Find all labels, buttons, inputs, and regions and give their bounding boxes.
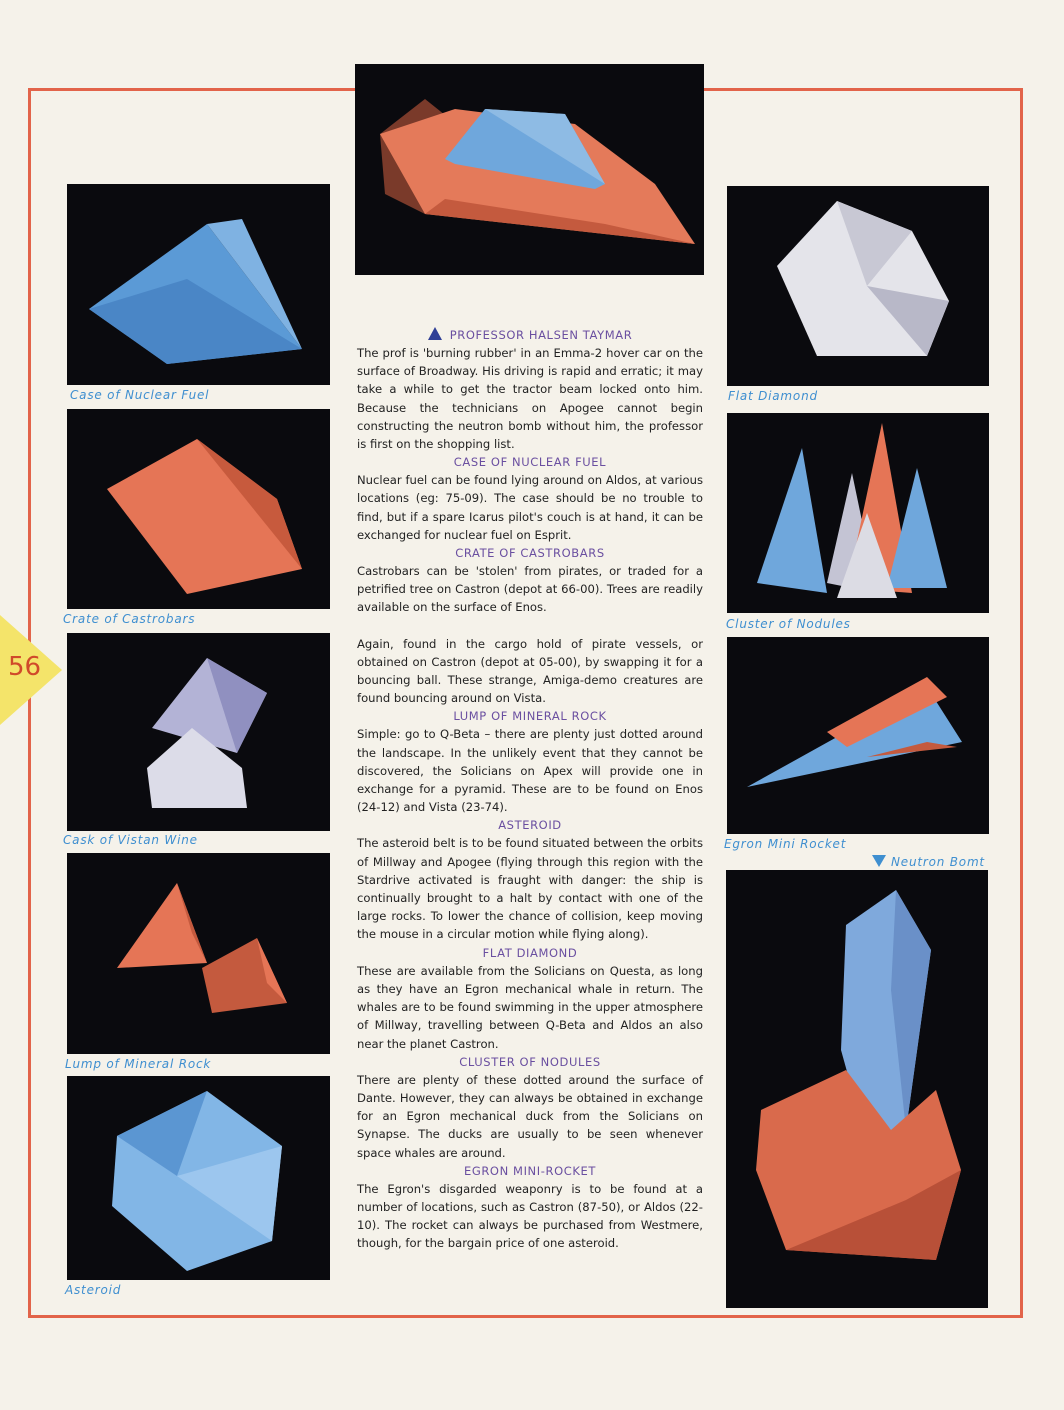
caption-cluster-nodules: Cluster of Nodules (726, 617, 851, 631)
heading-professor-halsen-taymar (357, 326, 703, 344)
neutron-bomb-caption-group (872, 853, 985, 871)
vistan-wine-image (67, 633, 330, 831)
heading-egron-mini-rocket: EGRON MINI-ROCKET (463, 1163, 597, 1178)
heading-crate-castrobars: CRATE OF CASTROBARS (455, 546, 605, 561)
paragraph-mineral-rock: Simple: go to Q-Beta – there are plenty just dotted around the landscape. In the unlikely event that they cannot be discovered, the Solicians on Apex will provide one in exchange for a pyramid. These are to be found on Enos (24-12) and Vista (23-74). (357, 727, 703, 815)
paragraph-castrobars: Castrobars can be 'stolen' from pirates, or traded for a petrified tree on Castron (depot at 66-00). Trees are readily available on the surface of Enos. (357, 564, 703, 615)
flat-diamond-image (727, 186, 989, 386)
paragraph-cluster-nodules: There are plenty of these dotted around the surface of Dante. However, they can always be obtained in exchange for an Egron mechanical duck from the Solicians on Synapse. The ducks are usually to be seen whenever space whales are around. (357, 1072, 703, 1160)
hover-car-image (355, 64, 704, 275)
article-body (357, 326, 703, 1253)
paragraph-egron-mini-rocket: The Egron's disgarded weaponry is to be found at a number of locations, such as Castron (87-50), or Aldos (22-10). The rocket can always be purchased from Westmere, though, for the bargain price of one asteroid. (357, 1181, 703, 1251)
castrobars-image (67, 409, 330, 609)
paragraph-professor: The prof is 'burning rubber' in an Emma-2 hover car on the surface of Broadway. His driving is rapid and erratic; it may take a while to get the tractor beam locked onto him. Because the technicians on Apogee cannot begin constructing the neutron bomb without him, the professor is first on the shopping list. (357, 346, 703, 452)
paragraph-asteroid: The asteroid belt is to be found situated between the orbits of Millway and Apogee (flying through this region with the Stardrive activated is fraught with danger: the ship is continually brought to a halt by contact with one of the large rocks. To lower the chance of collision, keep moving the mouse in a circular motion while flying along). (357, 836, 703, 942)
heading-flat-diamond: FLAT DIAMOND (482, 945, 578, 960)
caption-flat-diamond: Flat Diamond (728, 389, 818, 403)
caption-case-nuclear-fuel: Case of Nuclear Fuel (70, 388, 210, 402)
heading-case-nuclear-fuel: CASE OF NUCLEAR FUEL (453, 455, 607, 470)
egron-mini-rocket-image (727, 637, 989, 834)
caption-egron-mini-rocket: Egron Mini Rocket (724, 837, 847, 851)
heading-text: PROFESSOR HALSEN TAYMAR (449, 328, 633, 342)
caption-cask-vistan-wine: Cask of Vistan Wine (63, 833, 198, 847)
paragraph-nuclear-fuel: Nuclear fuel can be found lying around on Aldos, at various locations (eg: 75-09). The case should be no trouble to find, but if a spare Icarus pilot's couch is at hand, it can be exchanged for nuclear fuel on Esprit. (357, 473, 703, 542)
caption-asteroid: Asteroid (65, 1283, 122, 1297)
caption-lump-mineral-rock: Lump of Mineral Rock (65, 1057, 212, 1071)
asteroid-image (67, 1076, 330, 1280)
page-number: 56 (8, 652, 42, 682)
blank-heading-gap (357, 617, 703, 635)
triangle-down-icon (872, 855, 886, 867)
triangle-up-icon (428, 327, 442, 340)
heading-asteroid: ASTEROID (498, 818, 562, 833)
caption-crate-castrobars: Crate of Castrobars (63, 612, 196, 626)
nuclear-fuel-image (67, 184, 330, 385)
heading-lump-mineral-rock: LUMP OF MINERAL ROCK (453, 709, 607, 724)
caption-neutron-bomb: Neutron Bomt (891, 855, 985, 869)
cluster-nodules-image (727, 413, 989, 613)
paragraph-vistan-wine: Again, found in the cargo hold of pirate vessels, or obtained on Castron (depot at 05-00), by swapping it for a bouncing ball. These strange, Amiga-demo creatures are found bouncing around on Vista. (357, 636, 703, 706)
heading-cluster-nodules: CLUSTER OF NODULES (459, 1054, 601, 1069)
paragraph-flat-diamond: These are available from the Solicians on Questa, as long as they have an Egron mechanical whale in return. The whales are to be found swimming in the upper atmosphere of Millway, travelling between Q-Beta and Aldos an also near the planet Castron. (357, 963, 703, 1051)
neutron-bomb-image (726, 870, 988, 1308)
mineral-rock-image (67, 853, 330, 1054)
